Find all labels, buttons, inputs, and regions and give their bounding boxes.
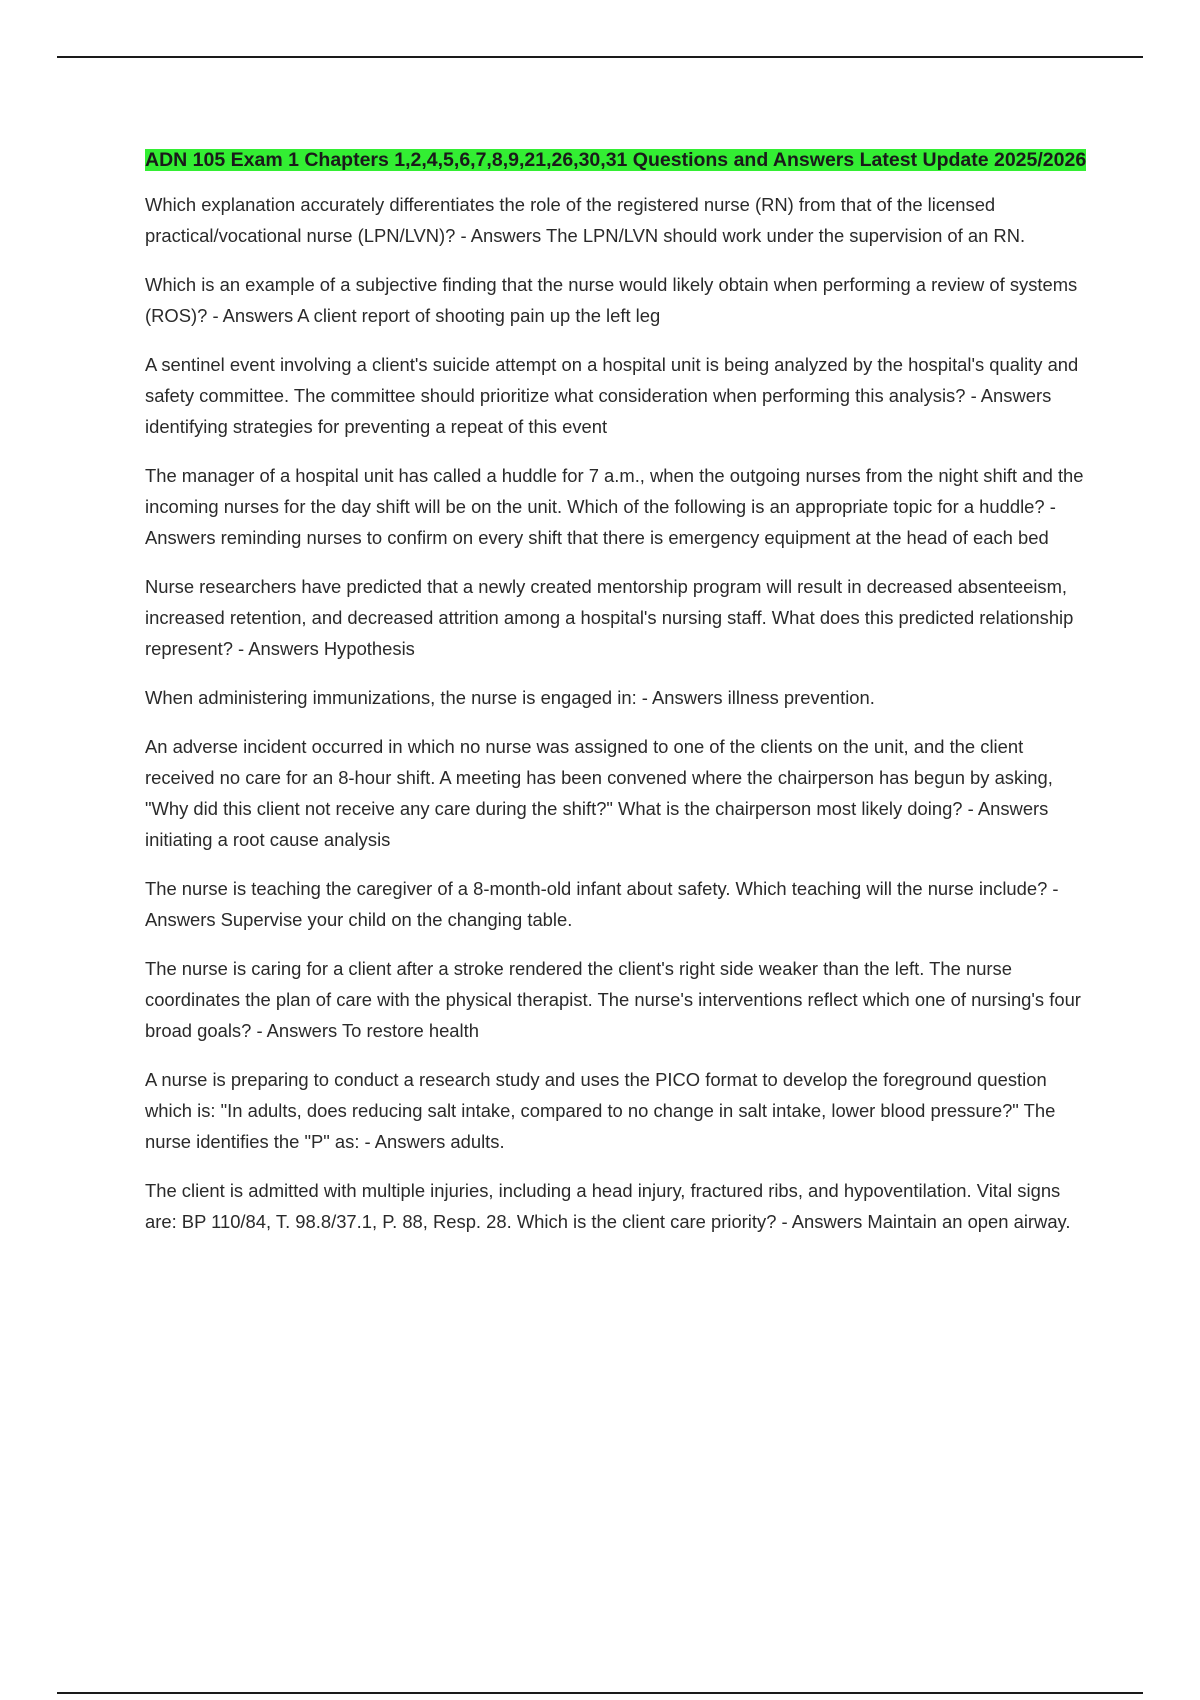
document-title-text: ADN 105 Exam 1 Chapters 1,2,4,5,6,7,8,9,21,26,30,31 Questions and Answers Latest Update 2025/2026 <box>145 149 1087 171</box>
document-body <box>145 144 1095 1255</box>
qa-item: An adverse incident occurred in which no nurse was assigned to one of the clients on the unit, and the client received no care for an 8-hour shift. A meeting has been convened where the chairperson has begun by asking, "Why did this client not receive any care during the shift?" What is the chairperson most likely doing? - Answers initiating a root cause analysis <box>145 736 1053 850</box>
qa-item: When administering immunizations, the nurse is engaged in: - Answers illness prevention. <box>145 687 875 708</box>
qa-item: Which explanation accurately differentiates the role of the registered nurse (RN) from that of the licensed practical/vocational nurse (LPN/LVN)? - Answers The LPN/LVN should work under the supervision of an RN. <box>145 194 1026 246</box>
qa-item: Nurse researchers have predicted that a newly created mentorship program will result in decreased absenteeism, increased retention, and decreased attrition among a hospital's nursing staff. What does this predicted relationship represent? - Answers Hypothesis <box>145 576 1074 659</box>
top-rule <box>57 56 1143 58</box>
qa-item: The client is admitted with multiple injuries, including a head injury, fractured ribs, and hypoventilation. Vital signs are: BP 110/84, T. 98.8/37.1, P. 88, Resp. 28. Which is the client care priority? - Answers Maintain an open airway. <box>145 1180 1071 1232</box>
document-title <box>145 144 1095 176</box>
qa-item: Which is an example of a subjective finding that the nurse would likely obtain when performing a review of systems (ROS)? - Answers A client report of shooting pain up the left leg <box>145 274 1078 326</box>
qa-item: A sentinel event involving a client's suicide attempt on a hospital unit is being analyzed by the hospital's quality and safety committee. The committee should prioritize what consideration when performing this analysis? - Answers identifying strategies for preventing a repeat of this event <box>145 354 1079 437</box>
qa-item: The nurse is caring for a client after a stroke rendered the client's right side weaker than the left. The nurse coordinates the plan of care with the physical therapist. The nurse's interventions reflect which one of nursing's four broad goals? - Answers To restore health <box>145 958 1081 1041</box>
qa-item: The manager of a hospital unit has called a huddle for 7 a.m., when the outgoing nurses from the night shift and the incoming nurses for the day shift will be on the unit. Which of the following is an appropriate topic for a huddle? - Answers reminding nurses to confirm on every shift that there is emergency equipment at the head of each bed <box>145 465 1084 548</box>
qa-item: The nurse is teaching the caregiver of a 8-month-old infant about safety. Which teaching will the nurse include? - Answers Supervise your child on the changing table. <box>145 878 1059 930</box>
bottom-rule <box>57 1692 1143 1694</box>
qa-item: A nurse is preparing to conduct a research study and uses the PICO format to develop the foreground question which is: "In adults, does reducing salt intake, compared to no change in salt intake, lower blood pressure?" The nurse identifies the "P" as: - Answers adults. <box>145 1069 1056 1152</box>
